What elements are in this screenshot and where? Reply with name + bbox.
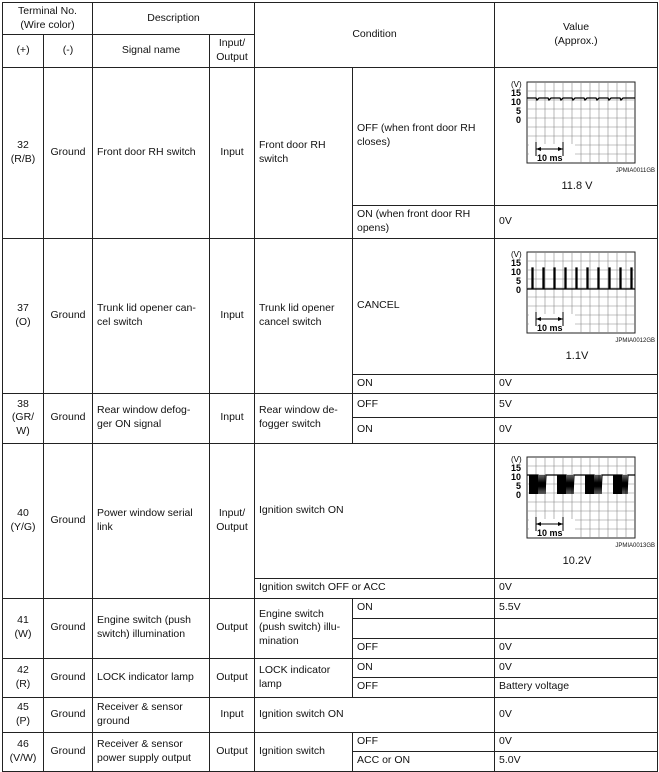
value-cell: Battery voltage [495, 677, 658, 697]
table-row-38 [3, 393, 658, 417]
io-cell: Input [210, 697, 255, 732]
header-input-output: Input/ Output [210, 35, 255, 67]
value-cell: 0V [495, 732, 658, 751]
figure-id: JPMIA0011GB [615, 168, 655, 175]
header-value: Value (Approx.) [495, 3, 658, 68]
wave-tick-label: 10 [510, 267, 521, 278]
sub-condition-cell: OFF [353, 732, 495, 751]
value-cell: 5.0V [495, 751, 658, 771]
io-cell: Output [210, 732, 255, 771]
condition-cell: Front door RH switch [255, 67, 353, 238]
condition-cell: Ignition switch ON [255, 697, 495, 732]
wave-unit-label: (V) [511, 80, 522, 90]
terminal-cell: 46 (V/W) [3, 732, 44, 771]
value-cell: 0V [495, 205, 658, 238]
value-cell-waveform [495, 238, 658, 374]
value-cell [495, 618, 658, 638]
table-row-32 [3, 67, 658, 205]
io-cell: Input [210, 67, 255, 238]
figure-id: JPMIA0012GB [615, 338, 655, 345]
wave-tick-label: 5 [515, 276, 521, 287]
table-row-46 [3, 732, 658, 751]
header-signal-name: Signal name [93, 35, 210, 67]
wave-tick-label: 0 [515, 489, 521, 500]
wave-tick-label: 0 [515, 115, 521, 126]
condition-cell: LOCK indicator lamp [255, 658, 353, 697]
value-cell: 5V [495, 393, 658, 417]
sub-condition-cell: OFF [353, 393, 495, 417]
value-text: 10.2V [562, 554, 592, 567]
figure-id: JPMIA0013GB [615, 542, 655, 549]
condition-cell: Ignition switch OFF or ACC [255, 578, 495, 598]
ground-cell: Ground [44, 393, 93, 443]
table-row-41 [3, 598, 658, 618]
sub-condition-cell: ON (when front door RH opens) [353, 205, 495, 238]
sub-condition-cell: ACC or ON [353, 751, 495, 771]
header-row [3, 3, 658, 35]
value-text: 11.8 V [561, 180, 593, 193]
header-description: Description [93, 3, 255, 35]
io-cell: Input/ Output [210, 443, 255, 598]
wave-tick-label: 15 [510, 258, 521, 269]
value-cell: 0V [495, 697, 658, 732]
waveform-oscilloscope-chart [499, 248, 655, 336]
io-cell: Output [210, 598, 255, 658]
time-scale-label: 10 ms [537, 153, 563, 164]
terminal-cell: 38 (GR/ W) [3, 393, 44, 443]
condition-cell: Ignition switch [255, 732, 353, 771]
value-cell: 0V [495, 658, 658, 677]
signal-name-cell: Front door RH switch [93, 67, 210, 238]
value-cell: 5.5V [495, 598, 658, 618]
terminal-cell: 32 (R/B) [3, 67, 44, 238]
header-condition: Condition [255, 3, 495, 68]
value-cell: 0V [495, 638, 658, 658]
value-cell: 0V [495, 417, 658, 443]
condition-cell: Ignition switch ON [255, 443, 495, 578]
ground-cell: Ground [44, 238, 93, 393]
wave-unit-label: (V) [511, 454, 522, 464]
time-scale-label: 10 ms [537, 527, 563, 538]
sub-condition-cell: OFF [353, 677, 495, 697]
wave-tick-label: 5 [515, 106, 521, 117]
wave-unit-label: (V) [511, 250, 522, 260]
wave-tick-label: 15 [510, 462, 521, 473]
table-row-45 [3, 697, 658, 732]
condition-cell: Engine switch (push switch) illu- mination [255, 598, 353, 658]
header-minus: (-) [44, 35, 93, 67]
terminal-cell: 40 (Y/G) [3, 443, 44, 598]
condition-cell: Rear window de- fogger switch [255, 393, 353, 443]
signal-name-cell: Engine switch (push switch) illumination [93, 598, 210, 658]
terminal-cell: 42 (R) [3, 658, 44, 697]
signal-name-cell: Receiver & sensor power supply output [93, 732, 210, 771]
table-row-42 [3, 658, 658, 677]
wave-tick-label: 0 [515, 285, 521, 296]
ground-cell: Ground [44, 732, 93, 771]
signal-name-cell: Power window serial link [93, 443, 210, 598]
signal-name-cell: Trunk lid opener can- cel switch [93, 238, 210, 393]
value-cell: 0V [495, 578, 658, 598]
wave-tick-label: 10 [510, 471, 521, 482]
sub-condition-cell: ON [353, 598, 495, 618]
ground-cell: Ground [44, 697, 93, 732]
header-plus: (+) [3, 35, 44, 67]
ground-cell: Ground [44, 598, 93, 658]
terminal-cell: 41 (W) [3, 598, 44, 658]
sub-condition-cell: OFF (when front door RH closes) [353, 67, 495, 205]
value-text: 1.1V [565, 350, 589, 363]
signal-name-cell: LOCK indicator lamp [93, 658, 210, 697]
sub-condition-cell: OFF [353, 638, 495, 658]
terminal-cell: 37 (O) [3, 238, 44, 393]
sub-condition-cell [353, 618, 495, 638]
waveform-figure [499, 78, 655, 193]
value-cell-waveform [495, 443, 658, 578]
io-cell: Input [210, 238, 255, 393]
waveform-figure [499, 453, 655, 568]
table-row-37 [3, 238, 658, 374]
sub-condition-cell: ON [353, 417, 495, 443]
signal-name-cell: Rear window defog- ger ON signal [93, 393, 210, 443]
header-terminal-no: Terminal No. (Wire color) [3, 3, 93, 35]
sub-condition-cell: ON [353, 658, 495, 677]
value-cell: 0V [495, 374, 658, 393]
io-cell: Output [210, 658, 255, 697]
wave-tick-label: 10 [510, 97, 521, 108]
ground-cell: Ground [44, 443, 93, 598]
signal-name-cell: Receiver & sensor ground [93, 697, 210, 732]
ground-cell: Ground [44, 67, 93, 238]
table-row-40 [3, 443, 658, 578]
sub-condition-cell: ON [353, 374, 495, 393]
time-scale-label: 10 ms [537, 323, 563, 334]
wave-tick-label: 5 [515, 480, 521, 491]
value-cell-waveform [495, 67, 658, 205]
waveform-oscilloscope-chart [499, 78, 655, 166]
sub-condition-cell: CANCEL [353, 238, 495, 374]
terminal-spec-table [2, 2, 658, 772]
io-cell: Input [210, 393, 255, 443]
condition-cell: Trunk lid opener cancel switch [255, 238, 353, 393]
waveform-oscilloscope-chart [499, 453, 655, 541]
ground-cell: Ground [44, 658, 93, 697]
waveform-figure [499, 248, 655, 363]
terminal-cell: 45 (P) [3, 697, 44, 732]
wave-tick-label: 15 [510, 88, 521, 99]
